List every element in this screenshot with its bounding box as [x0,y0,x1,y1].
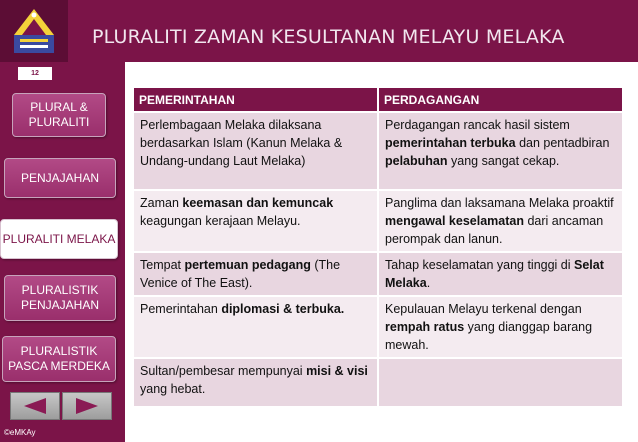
sidebar-item-label: PLURALITI MELAKA [2,231,116,246]
cell-text: dari ancaman perompak dan lanun. [385,214,604,246]
cell-text: yang dianggap barang mewah. [385,320,593,352]
table-row [134,358,622,406]
table-row [134,252,622,296]
slide-number: 12 [18,67,52,80]
cell-pemerintahan [134,358,378,406]
table-header-row [134,88,622,112]
label-line: PLURALISTIK [21,283,99,297]
cell-text: Panglima dan laksamana Melaka proaktif [385,196,614,210]
bold-text: misi & visi [306,364,368,378]
column-header: PERDAGANGAN [378,88,622,112]
cell-text: dan pentadbiran [515,136,610,150]
page-title: PLURALITI ZAMAN KESULTANAN MELAYU MELAKA [92,26,565,48]
copyright-text: ©eMKAy [4,428,36,437]
cell-text: yang sangat cekap. [447,154,560,168]
bold-text: Selat Melaka [385,258,604,290]
cell-text: Tempat [140,258,185,272]
triangle-left-icon [22,397,48,415]
sidebar-item-label: PENJAJAHAN [20,170,100,185]
label-line: PLURALITI [28,115,90,129]
label-line: PLURAL & [30,100,88,114]
cell-perdagangan [378,358,622,406]
cell-text: Pemerintahan [140,302,222,316]
label-line: PASCA MERDEKA [8,359,110,373]
cell-text: Zaman [140,196,183,210]
logo-panel [0,0,68,62]
cell-text: Tahap keselamatan yang tinggi di [385,258,575,272]
bold-text: pemerintahan terbuka [385,136,516,150]
cell-text: Sultan/pembesar mempunyai [140,364,307,378]
cell-text: (The Venice of The East). [140,258,341,290]
bold-text: rempah ratus [385,320,465,334]
cell-text: Kepulauan Melayu terkenal dengan [385,302,582,316]
sidebar-item-label [29,100,90,130]
cell-text: yang hebat. [140,382,206,396]
cell-text: keagungan kerajaan Melayu. [140,214,301,228]
sidebar-item-label [21,283,99,313]
cell-pemerintahan [134,190,378,252]
cell-text: Perdagangan rancak hasil sistem [385,118,570,132]
table-row [134,296,622,358]
cell-pemerintahan [134,112,378,190]
previous-slide-button[interactable] [10,392,60,420]
cell-text: . [426,276,431,290]
cell-perdagangan [378,296,622,358]
sidebar-item-pluralistik-pasca-merdeka[interactable] [2,336,116,382]
sidebar-item-penjajahan[interactable] [4,158,116,198]
cell-perdagangan [378,190,622,252]
table-row [134,112,622,190]
cell-perdagangan [378,252,622,296]
cell-pemerintahan [134,296,378,358]
triangle-right-icon [74,397,100,415]
table-row [134,190,622,252]
bold-text: keemasan dan kemuncak [182,196,334,210]
comparison-table [134,88,622,406]
bold-text: pelabuhan [385,154,448,168]
university-crest-icon [8,5,60,57]
column-header: PEMERINTAHAN [134,88,378,112]
cell-text: Perlembagaan Melaka dilaksana berdasarkan Islam (Kanun Melaka & Undang-undang Laut Melaka) [140,118,343,168]
cell-pemerintahan [134,252,378,296]
label-line: PLURALISTIK [20,344,98,358]
bold-text: mengawal keselamatan [385,214,524,228]
sidebar-item-pluraliti-melaka[interactable] [0,219,118,259]
next-slide-button[interactable] [62,392,112,420]
bold-text: diplomasi & terbuka. [221,302,345,316]
label-line: PENJAJAHAN [20,298,100,312]
bold-text: pertemuan pedagang [184,258,311,272]
sidebar-item-label [8,344,110,374]
cell-perdagangan [378,112,622,190]
sidebar-item-plural-pluraliti[interactable] [12,93,106,137]
sidebar-item-pluralistik-penjajahan[interactable] [4,275,116,321]
